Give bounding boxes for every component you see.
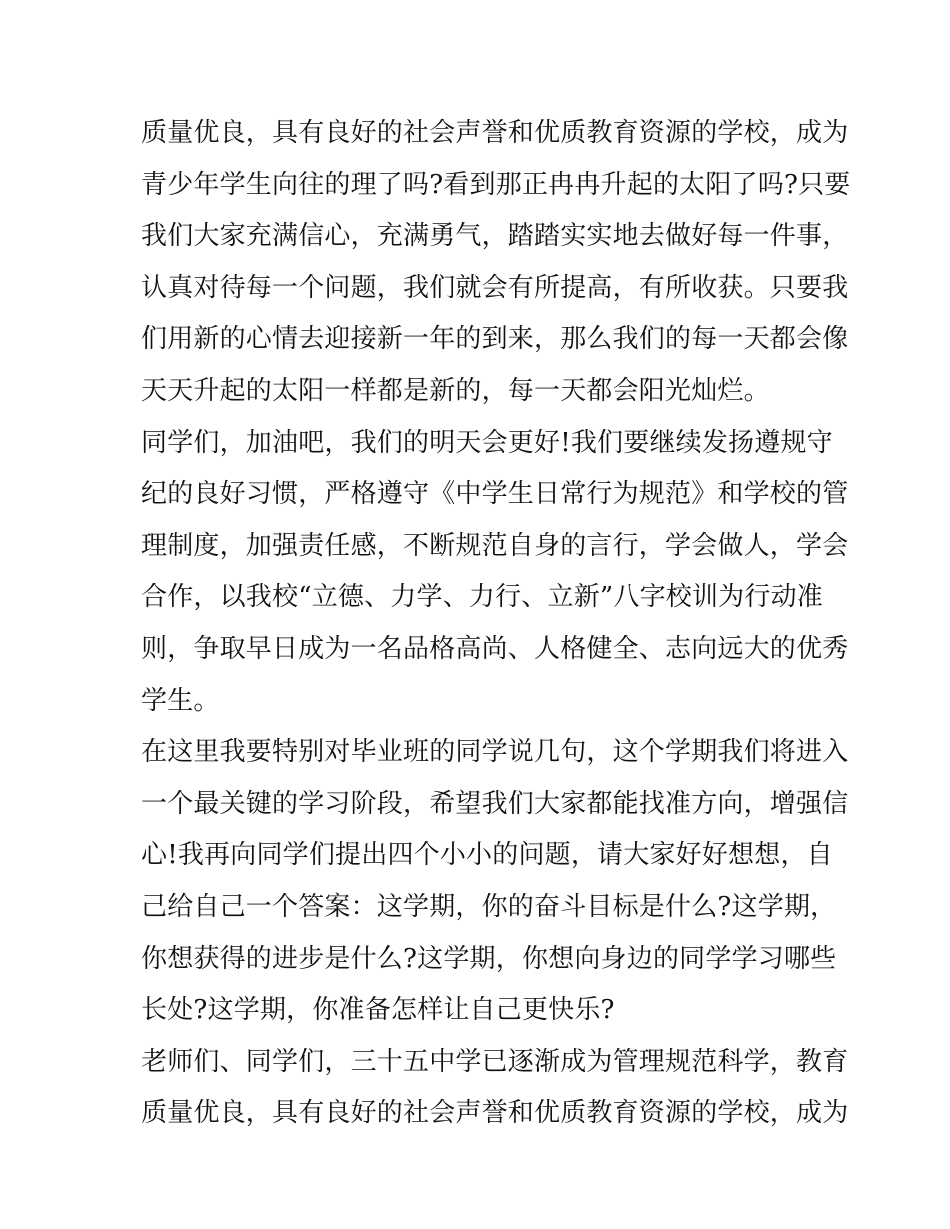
text-line: 学生。 [141, 685, 220, 716]
text-line: 同学们，加油吧，我们的明天会更好!我们要继续发扬遵规守 [141, 427, 833, 458]
text-line: 质量优良，具有良好的社会声誉和优质教育资源的学校，成为 [141, 1098, 849, 1129]
text-line: 质量优良，具有良好的社会声誉和优质教育资源的学校，成为 [141, 118, 849, 148]
text-line: 理制度，加强责任感，不断规范自身的言行，学会做人，学会 [141, 530, 849, 561]
text-line: 们用新的心情去迎接新一年的到来，那么我们的每一天都会像 [141, 324, 849, 355]
text-line: 己给自己一个答案：这学期，你的奋斗目标是什么?这学期， [141, 891, 837, 922]
text-line: 你想获得的进步是什么?这学期，你想向身边的同学学习哪些 [141, 943, 837, 974]
text-line: 天天升起的太阳一样都是新的，每一天都会阳光灿烂。 [141, 375, 770, 406]
text-line: 我们大家充满信心，充满勇气，踏踏实实地去做好每一件事， [141, 221, 849, 252]
text-line: 在这里我要特别对毕业班的同学说几句，这个学期我们将进入 [141, 737, 849, 768]
text-line: 心!我再向同学们提出四个小小的问题，请大家好好想想，自 [141, 840, 833, 871]
text-line: 老师们、同学们，三十五中学已逐渐成为管理规范科学，教育 [141, 1046, 849, 1077]
text-line: 青少年学生向往的理了吗?看到那正冉冉升起的太阳了吗?只要 [141, 169, 851, 200]
text-line: 合作，以我校“立德、力学、力行、立新”八字校训为行动准 [141, 582, 823, 613]
text-line: 则，争取早日成为一名品格高尚、人格健全、志向远大的优秀 [141, 633, 849, 664]
text-line: 认真对待每一个问题，我们就会有所提高，有所收获。只要我 [141, 272, 849, 303]
text-line: 长处?这学期，你准备怎样让自己更快乐? [141, 995, 615, 1026]
text-line: 一个最关键的学习阶段，希望我们大家都能找准方向，增强信 [141, 788, 849, 819]
text-line: 纪的良好习惯，严格遵守《中学生日常行为规范》和学校的管 [141, 479, 849, 510]
body-text [141, 108, 851, 1140]
